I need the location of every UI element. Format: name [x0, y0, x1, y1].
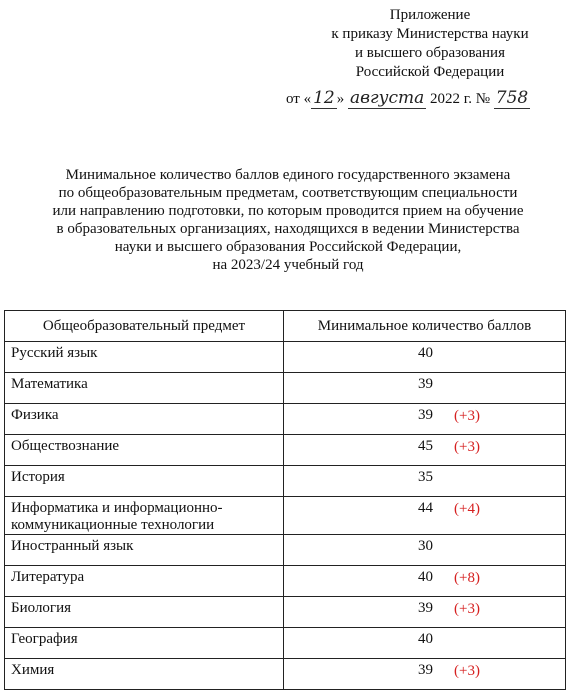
order-month: августа: [350, 88, 425, 108]
title-line: или направлению подготовки, по которым проводится прием на обучение: [52, 203, 524, 219]
subject-line: Информатика и информационно-: [11, 500, 223, 516]
title-line: Минимальное количество баллов единого государственного экзамена: [65, 167, 511, 183]
table-row: [5, 466, 566, 497]
table-row: [5, 566, 566, 597]
annex-line: и высшего образования: [355, 45, 505, 61]
subject-cell: Обществознание: [5, 435, 284, 466]
subject-cell: Физика: [5, 404, 284, 435]
score-cell: [284, 597, 566, 628]
table-row: [5, 659, 566, 690]
table-row: [5, 435, 566, 466]
score-value: 39: [418, 376, 433, 392]
table-row: [5, 404, 566, 435]
score-value: 40: [418, 345, 433, 361]
score-cell: [284, 535, 566, 566]
subject-cell: История: [5, 466, 284, 497]
document-title: [10, 166, 566, 274]
table-row: [5, 597, 566, 628]
score-delta: (+3): [454, 663, 480, 679]
header-min-score: Минимальное количество баллов: [284, 311, 566, 342]
score-value: 30: [418, 538, 433, 554]
score-value: 39: [418, 662, 433, 678]
subject-cell: Русский язык: [5, 342, 284, 373]
score-cell: [284, 566, 566, 597]
annex-header: [300, 6, 560, 82]
order-reference: [286, 88, 566, 108]
order-year: 2022 г. №: [430, 91, 491, 107]
score-value: 39: [418, 600, 433, 616]
subject-cell: Химия: [5, 659, 284, 690]
score-cell: [284, 659, 566, 690]
score-cell: [284, 466, 566, 497]
subject-cell: География: [5, 628, 284, 659]
order-day: 12: [313, 88, 335, 108]
table-row: [5, 535, 566, 566]
score-value: 40: [418, 569, 433, 585]
score-value: 45: [418, 438, 433, 454]
order-mid: »: [336, 91, 345, 107]
score-cell: [284, 497, 566, 535]
table-row: [5, 373, 566, 404]
order-prefix: от «: [286, 91, 312, 107]
subject-cell: Математика: [5, 373, 284, 404]
title-line: в образовательных организациях, находящихся в ведении Министерства: [56, 221, 520, 237]
subject-cell: [5, 497, 284, 535]
table-row: [5, 497, 566, 535]
scores-table: [4, 310, 566, 690]
title-line: по общеобразовательным предметам, соответствующим специальности: [58, 185, 518, 201]
score-cell: [284, 435, 566, 466]
order-number: 758: [495, 88, 529, 108]
annex-line: Российской Федерации: [355, 64, 505, 80]
table-header-row: [5, 311, 566, 342]
score-value: 35: [418, 469, 433, 485]
subject-cell: Биология: [5, 597, 284, 628]
score-value: 39: [418, 407, 433, 423]
annex-line: к приказу Министерства науки: [331, 26, 529, 42]
score-delta: (+8): [454, 570, 480, 586]
title-line: на 2023/24 учебный год: [212, 257, 364, 273]
score-cell: [284, 628, 566, 659]
score-value: 40: [418, 631, 433, 647]
score-delta: (+3): [454, 439, 480, 455]
score-cell: [284, 404, 566, 435]
score-cell: [284, 342, 566, 373]
score-value: 44: [418, 500, 433, 516]
subject-line: коммуникационные технологии: [11, 517, 215, 533]
header-subject: Общеобразовательный предмет: [5, 311, 284, 342]
score-delta: (+3): [454, 601, 480, 617]
score-cell: [284, 373, 566, 404]
annex-line: Приложение: [389, 7, 471, 23]
title-line: науки и высшего образования Российской Федерации,: [114, 239, 462, 255]
score-delta: (+4): [454, 501, 480, 517]
table-row: [5, 342, 566, 373]
score-delta: (+3): [454, 408, 480, 424]
subject-cell: Литература: [5, 566, 284, 597]
table-row: [5, 628, 566, 659]
subject-cell: Иностранный язык: [5, 535, 284, 566]
